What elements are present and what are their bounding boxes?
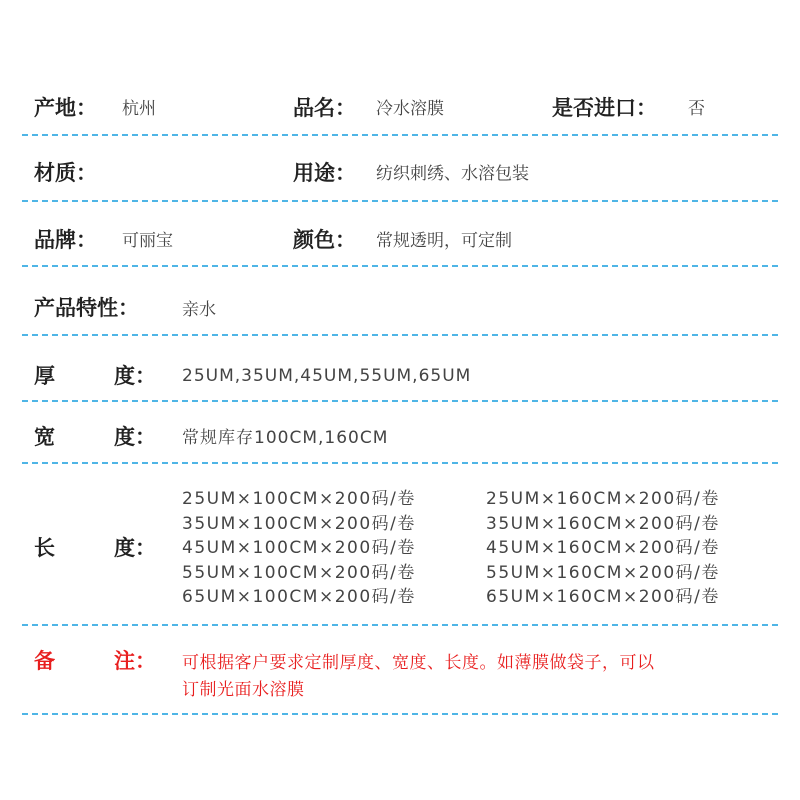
length-spec-160cm: 25UM×160CM×200码/卷 [486, 489, 720, 509]
remarks-line: 订制光面水溶膜 [182, 680, 305, 700]
width-label-suffix: 度： [114, 425, 156, 449]
length-spec-100cm: 25UM×100CM×200码/卷 [182, 489, 416, 509]
imported-value: 否 [688, 99, 705, 119]
separator [22, 400, 778, 402]
length-spec-100cm: 45UM×100CM×200码/卷 [182, 538, 416, 558]
length-label-char: 长 [34, 536, 55, 560]
usage-value: 纺织刺绣、水溶包装 [376, 164, 529, 184]
length-spec-160cm: 45UM×160CM×200码/卷 [486, 538, 720, 558]
imported-label: 是否进口： [552, 96, 657, 120]
origin-value: 杭州 [122, 99, 156, 119]
length-spec-160cm: 35UM×160CM×200码/卷 [486, 513, 720, 534]
length-spec-100cm: 55UM×100CM×200码/卷 [182, 562, 416, 583]
material-label: 材质： [34, 161, 97, 185]
length-spec-100cm: 65UM×100CM×200码/卷 [182, 587, 416, 607]
features-value: 亲水 [182, 300, 216, 320]
thickness-value: 25UM,35UM,45UM,55UM,65UM [182, 366, 472, 386]
color-label: 颜色： [293, 228, 356, 252]
remarks-text [182, 650, 782, 704]
separator [22, 134, 778, 136]
separator [22, 713, 778, 715]
separator [22, 462, 778, 464]
separator [22, 265, 778, 267]
thickness-label-suffix: 度： [114, 364, 156, 388]
usage-label: 用途： [293, 161, 356, 185]
separator [22, 334, 778, 336]
color-value: 常规透明，可定制 [376, 231, 512, 251]
separator [22, 624, 778, 626]
length-label-suffix: 度： [114, 536, 156, 560]
brand-value: 可丽宝 [122, 231, 173, 251]
remarks-label-char: 备 [34, 649, 55, 673]
length-spec-160cm: 65UM×160CM×200码/卷 [486, 587, 720, 607]
remarks-line: 可根据客户要求定制厚度、宽度、长度。如薄膜做袋子，可以 [182, 653, 655, 673]
origin-label: 产地： [34, 96, 97, 120]
product-name-value: 冷水溶膜 [376, 99, 444, 119]
brand-label: 品牌： [34, 228, 97, 252]
thickness-label-char: 厚 [34, 364, 55, 388]
width-value: 常规库存100CM,160CM [182, 428, 389, 448]
width-label-char: 宽 [34, 425, 55, 449]
separator [22, 200, 778, 202]
remarks-label-suffix: 注： [114, 649, 156, 673]
features-label: 产品特性： [34, 296, 139, 320]
product-name-label: 品名： [293, 96, 356, 120]
length-spec-160cm: 55UM×160CM×200码/卷 [486, 562, 720, 583]
length-spec-100cm: 35UM×100CM×200码/卷 [182, 513, 416, 534]
